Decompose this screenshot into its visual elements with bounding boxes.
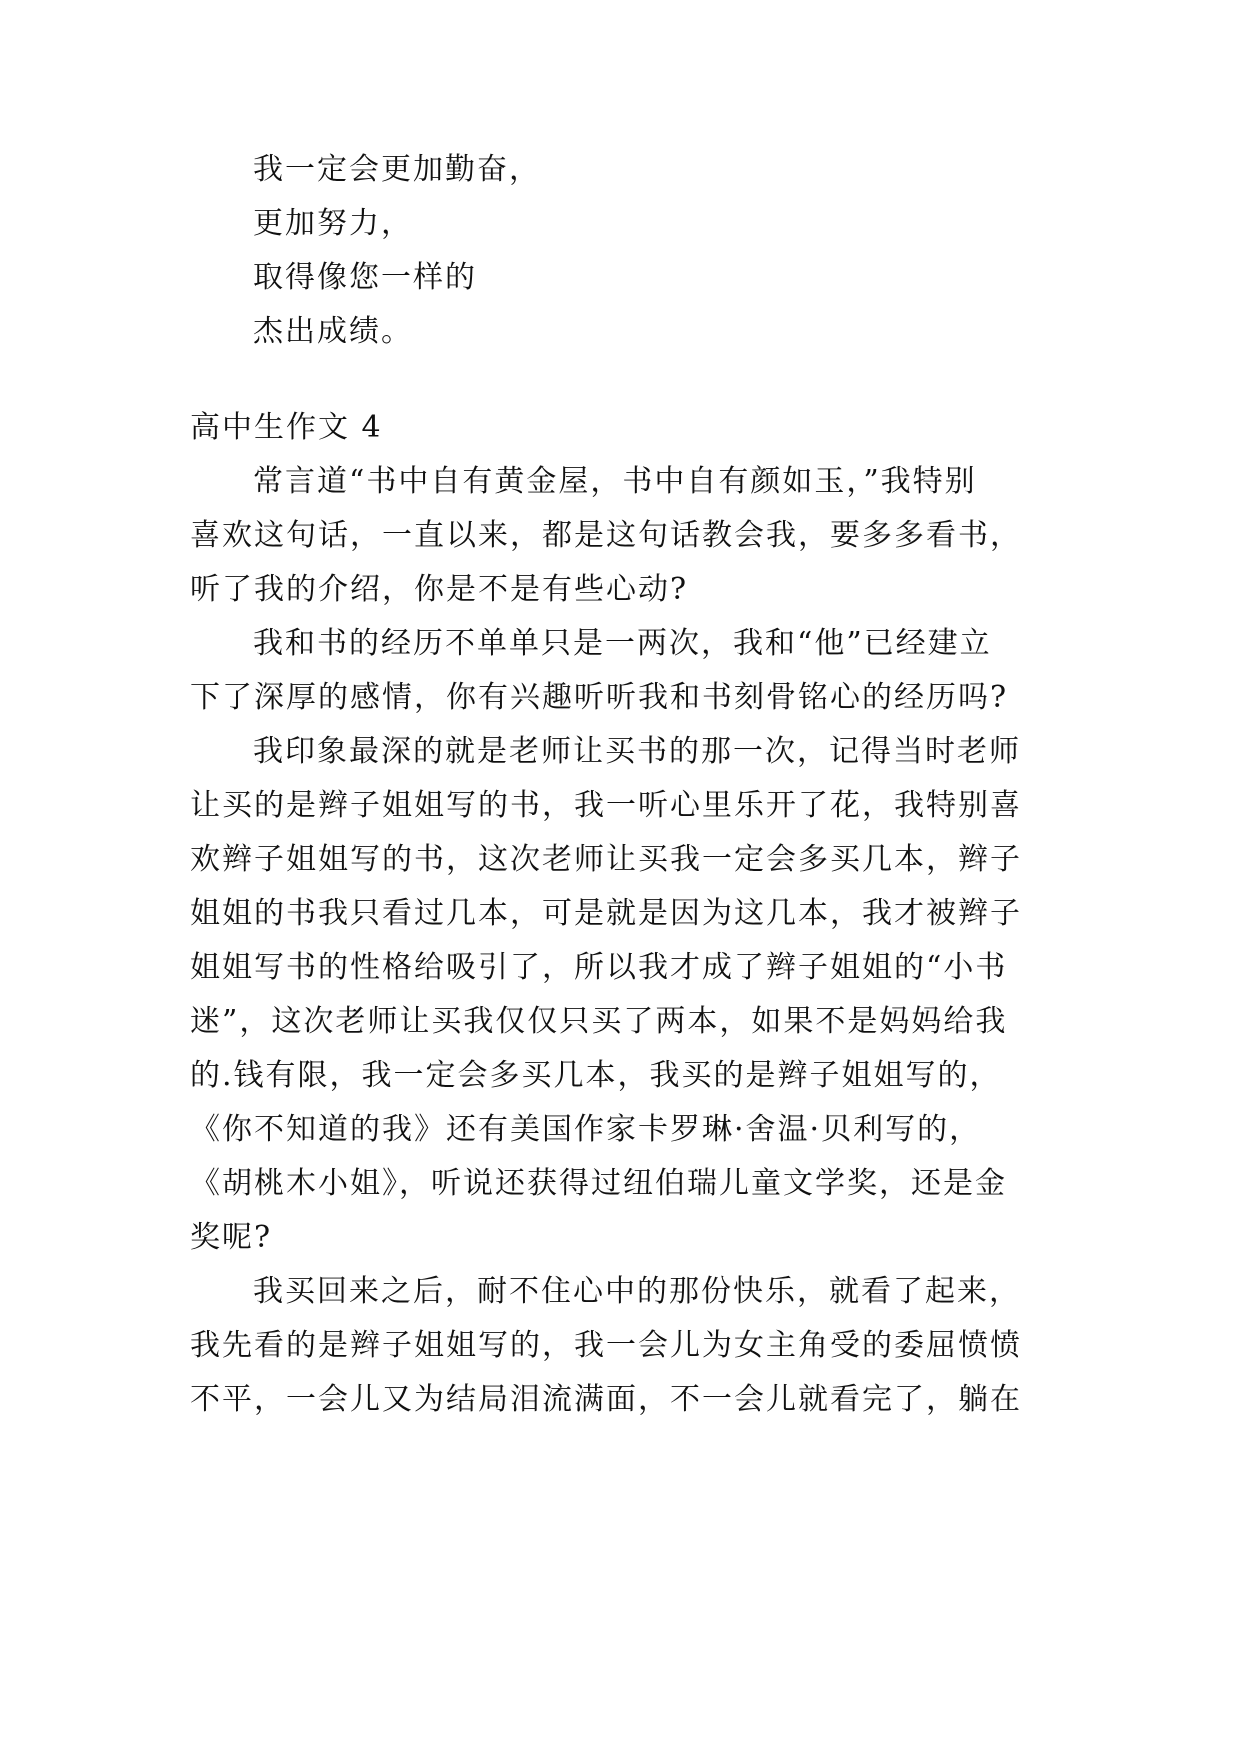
paragraph-line: 常言道“书中自有黄金屋，书中自有颜如玉，”我特别 bbox=[253, 464, 977, 499]
paragraph-line: 我买回来之后，耐不住心中的那份快乐，就看了起来， bbox=[253, 1274, 1021, 1309]
paragraph-line: 喜欢这句话，一直以来，都是这句话教会我，要多多看书， bbox=[190, 518, 1022, 553]
paragraph-line: 不平，一会儿又为结局泪流满面，不一会儿就看完了，躺在 bbox=[190, 1382, 1022, 1417]
paragraph-line: 的.钱有限，我一定会多买几本，我买的是辫子姐姐写的， bbox=[190, 1058, 1002, 1093]
paragraph-line: 我和书的经历不单单只是一两次，我和“他”已经建立 bbox=[253, 626, 992, 661]
poem-line: 更加努力， bbox=[253, 206, 413, 241]
paragraph-line: 《胡桃木小姐》，听说还获得过纽伯瑞儿童文学奖，还是金 bbox=[190, 1166, 1007, 1201]
poem-line: 我一定会更加勤奋， bbox=[253, 152, 541, 187]
paragraph-line: 姐姐的书我只看过几本，可是就是因为这几本，我才被辫子 bbox=[190, 896, 1022, 931]
paragraph-line: 迷”，这次老师让买我仅仅只买了两本，如果不是妈妈给我 bbox=[190, 1004, 1008, 1039]
paragraph-line: 欢辫子姐姐写的书，这次老师让买我一定会多买几本，辫子 bbox=[190, 842, 1022, 877]
paragraph-line: 我先看的是辫子姐姐写的，我一会儿为女主角受的委屈愤愤 bbox=[190, 1328, 1022, 1363]
paragraph-line: 奖呢? bbox=[190, 1220, 273, 1255]
paragraph-line: 让买的是辫子姐姐写的书，我一听心里乐开了花，我特别喜 bbox=[190, 788, 1022, 823]
paragraph-line: 姐姐写书的性格给吸引了，所以我才成了辫子姐姐的“小书 bbox=[190, 950, 1008, 985]
paragraph-line: 听了我的介绍，你是不是有些心动? bbox=[190, 572, 689, 607]
poem-line: 取得像您一样的 bbox=[253, 260, 477, 295]
paragraph-line: 下了深厚的感情，你有兴趣听听我和书刻骨铭心的经历吗? bbox=[190, 680, 1009, 715]
poem-line: 杰出成绩。 bbox=[253, 314, 413, 349]
paragraph-line: 我印象最深的就是老师让买书的那一次，记得当时老师 bbox=[253, 734, 1021, 769]
paragraph-line: 《你不知道的我》还有美国作家卡罗琳·舍温·贝利写的， bbox=[190, 1112, 982, 1147]
section-title: 高中生作文 4 bbox=[190, 410, 383, 445]
